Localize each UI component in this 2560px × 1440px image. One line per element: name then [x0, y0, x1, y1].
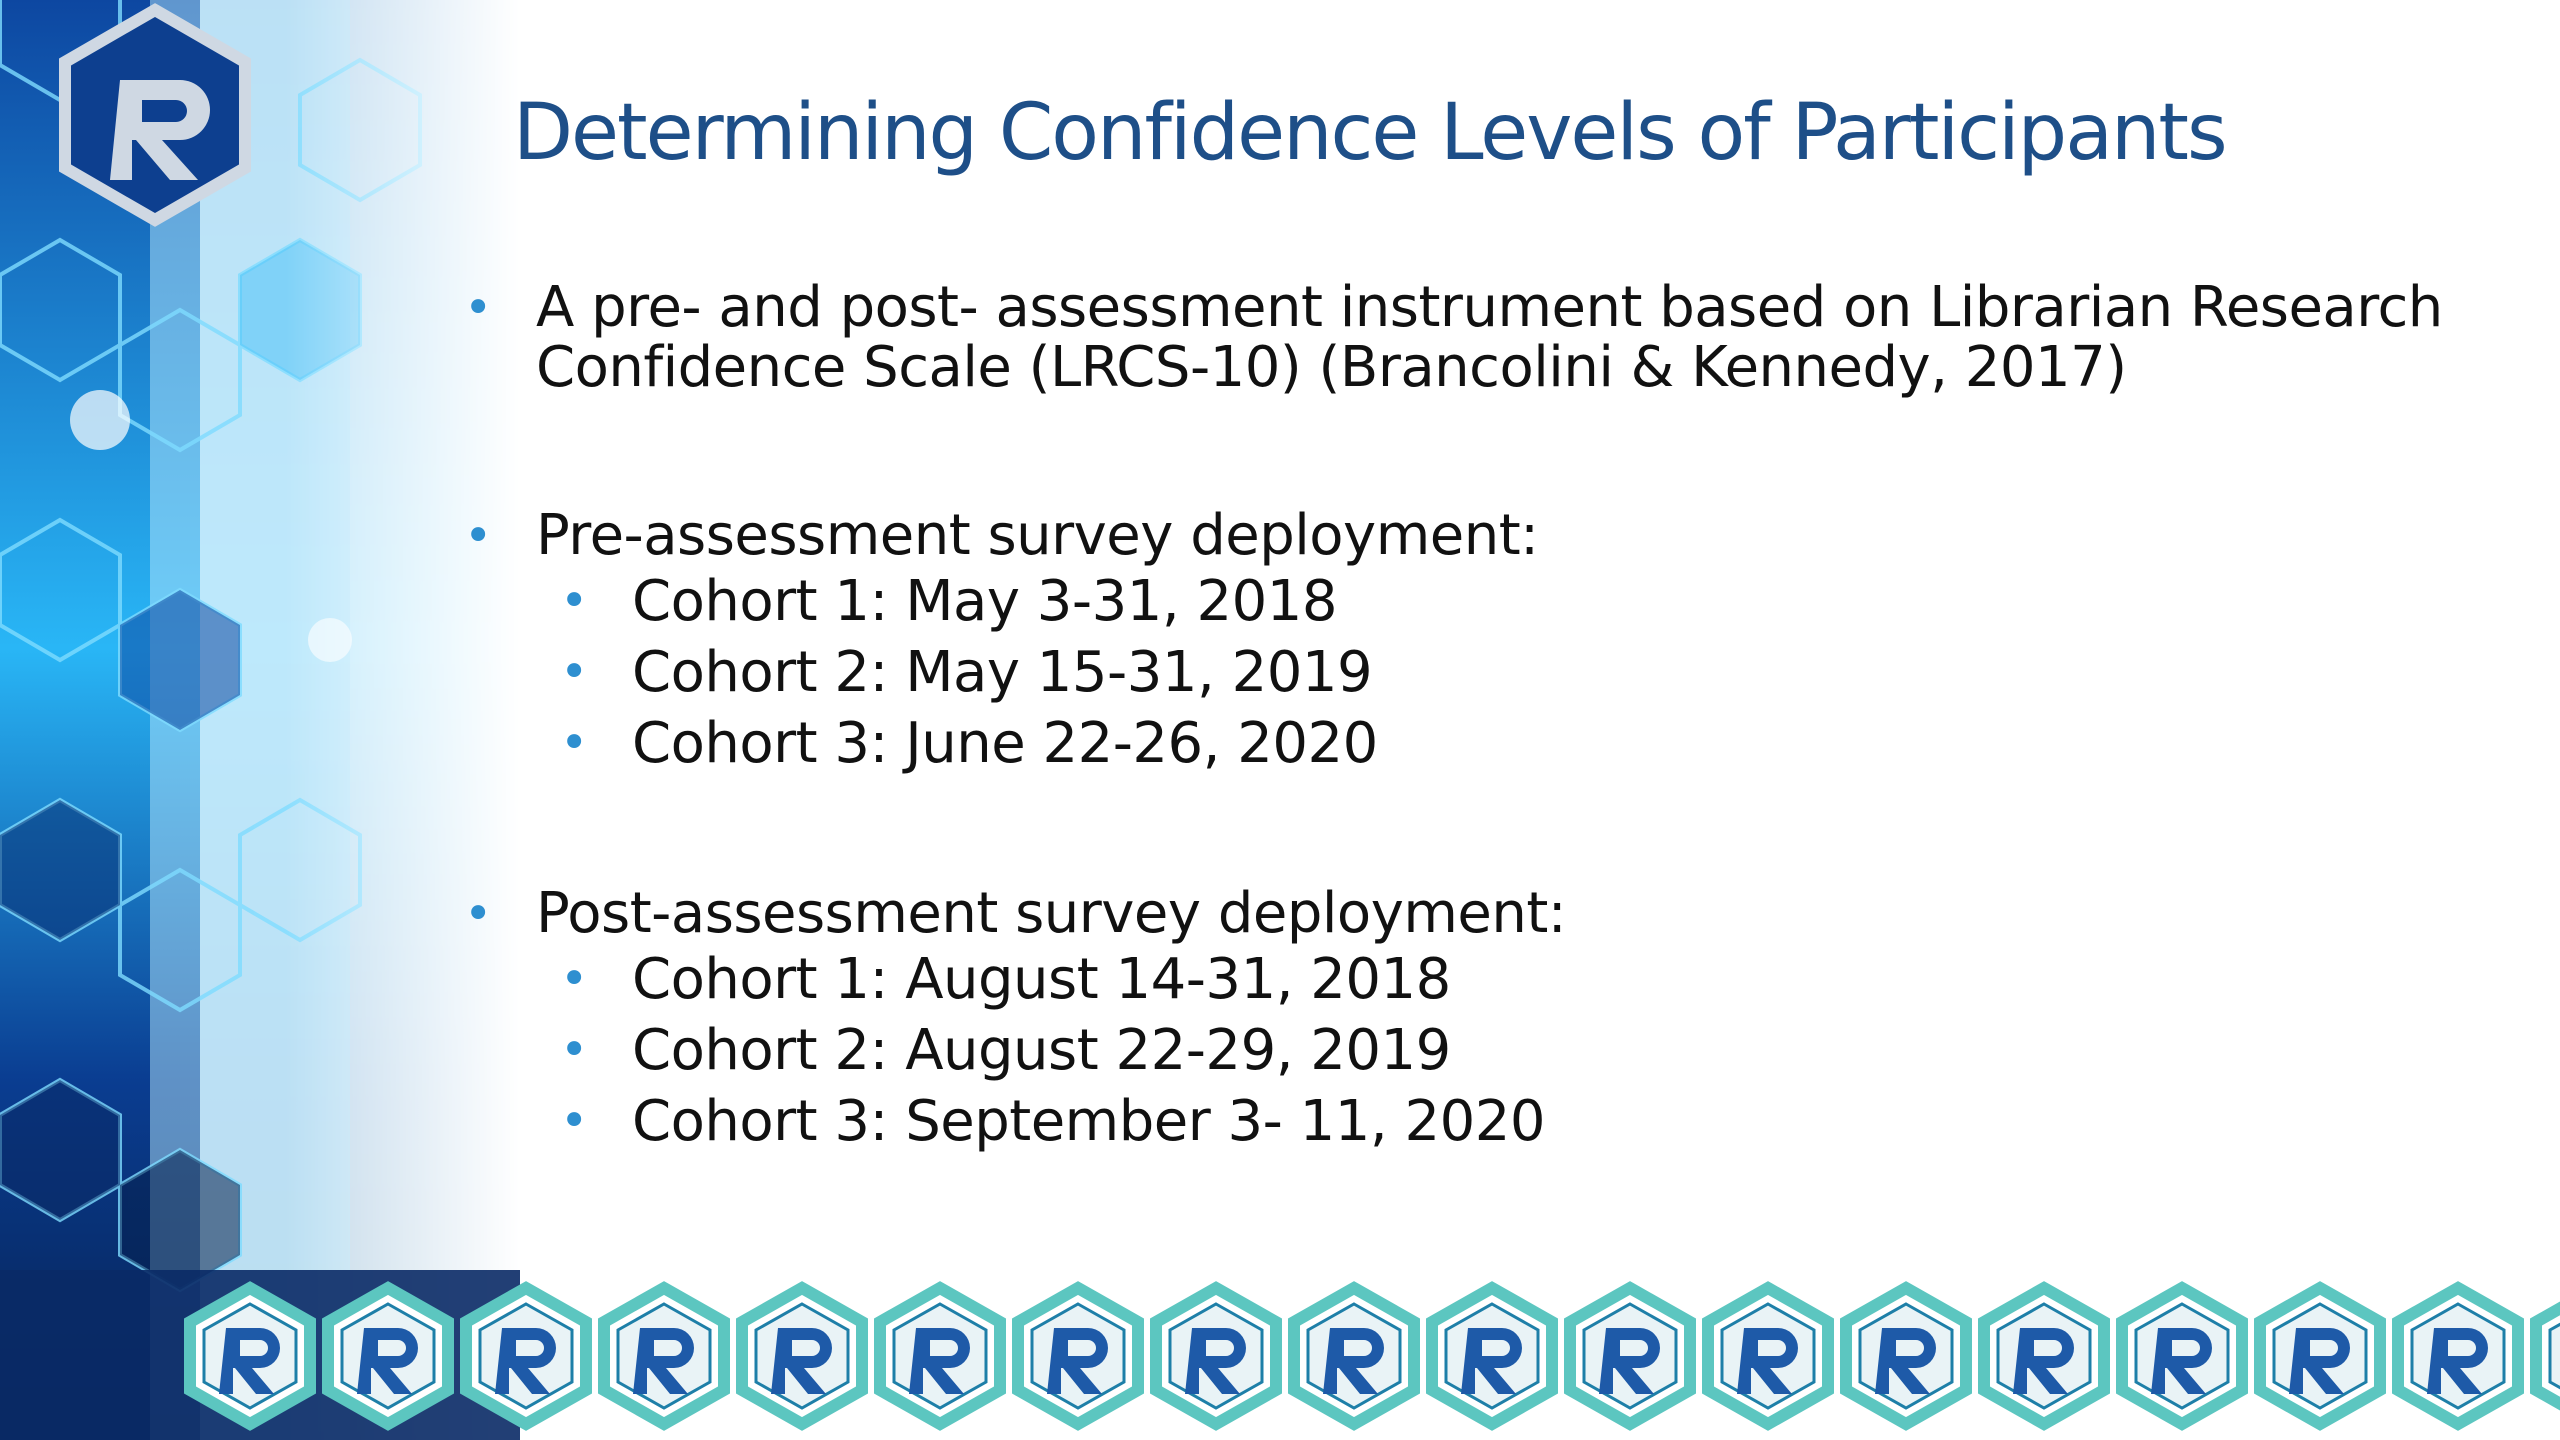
bullet-item [464, 503, 2484, 568]
r-logo-icon [190, 1288, 2560, 1424]
sub-bullet-item: • Cohort 3: September 3- 11, 2020 [464, 1086, 2484, 1157]
bullet-heading: • Pre-assessment survey deployment: [536, 503, 1539, 568]
bullet-line: • A pre- and post- assessment instrument based on Librarian Research [536, 275, 2443, 340]
slide-content [464, 275, 2484, 1157]
sub-bullet-item: • Cohort 1: August 14-31, 2018 [464, 944, 2484, 1015]
sub-bullet-item: • Cohort 1: May 3-31, 2018 [464, 566, 2484, 637]
r-logo-icon [65, 10, 245, 220]
logo-strip-decoration [0, 1270, 2560, 1440]
sub-bullet-item: • Cohort 2: August 22-29, 2019 [464, 1015, 2484, 1086]
bullet-line: Confidence Scale (LRCS-10) (Brancolini & Kennedy, 2017) [536, 335, 2127, 400]
sub-bullet-item: • Cohort 3: June 22-26, 2020 [464, 708, 2484, 779]
bullet-item [464, 275, 2484, 400]
bullet-heading: • Post-assessment survey deployment: [536, 881, 1567, 946]
sub-bullet-item: • Cohort 2: May 15-31, 2019 [464, 637, 2484, 708]
slide-title: Determining Confidence Levels of Participants [513, 88, 2226, 178]
bullet-item [464, 881, 2484, 946]
hexagon-pattern-decoration [0, 0, 520, 1440]
